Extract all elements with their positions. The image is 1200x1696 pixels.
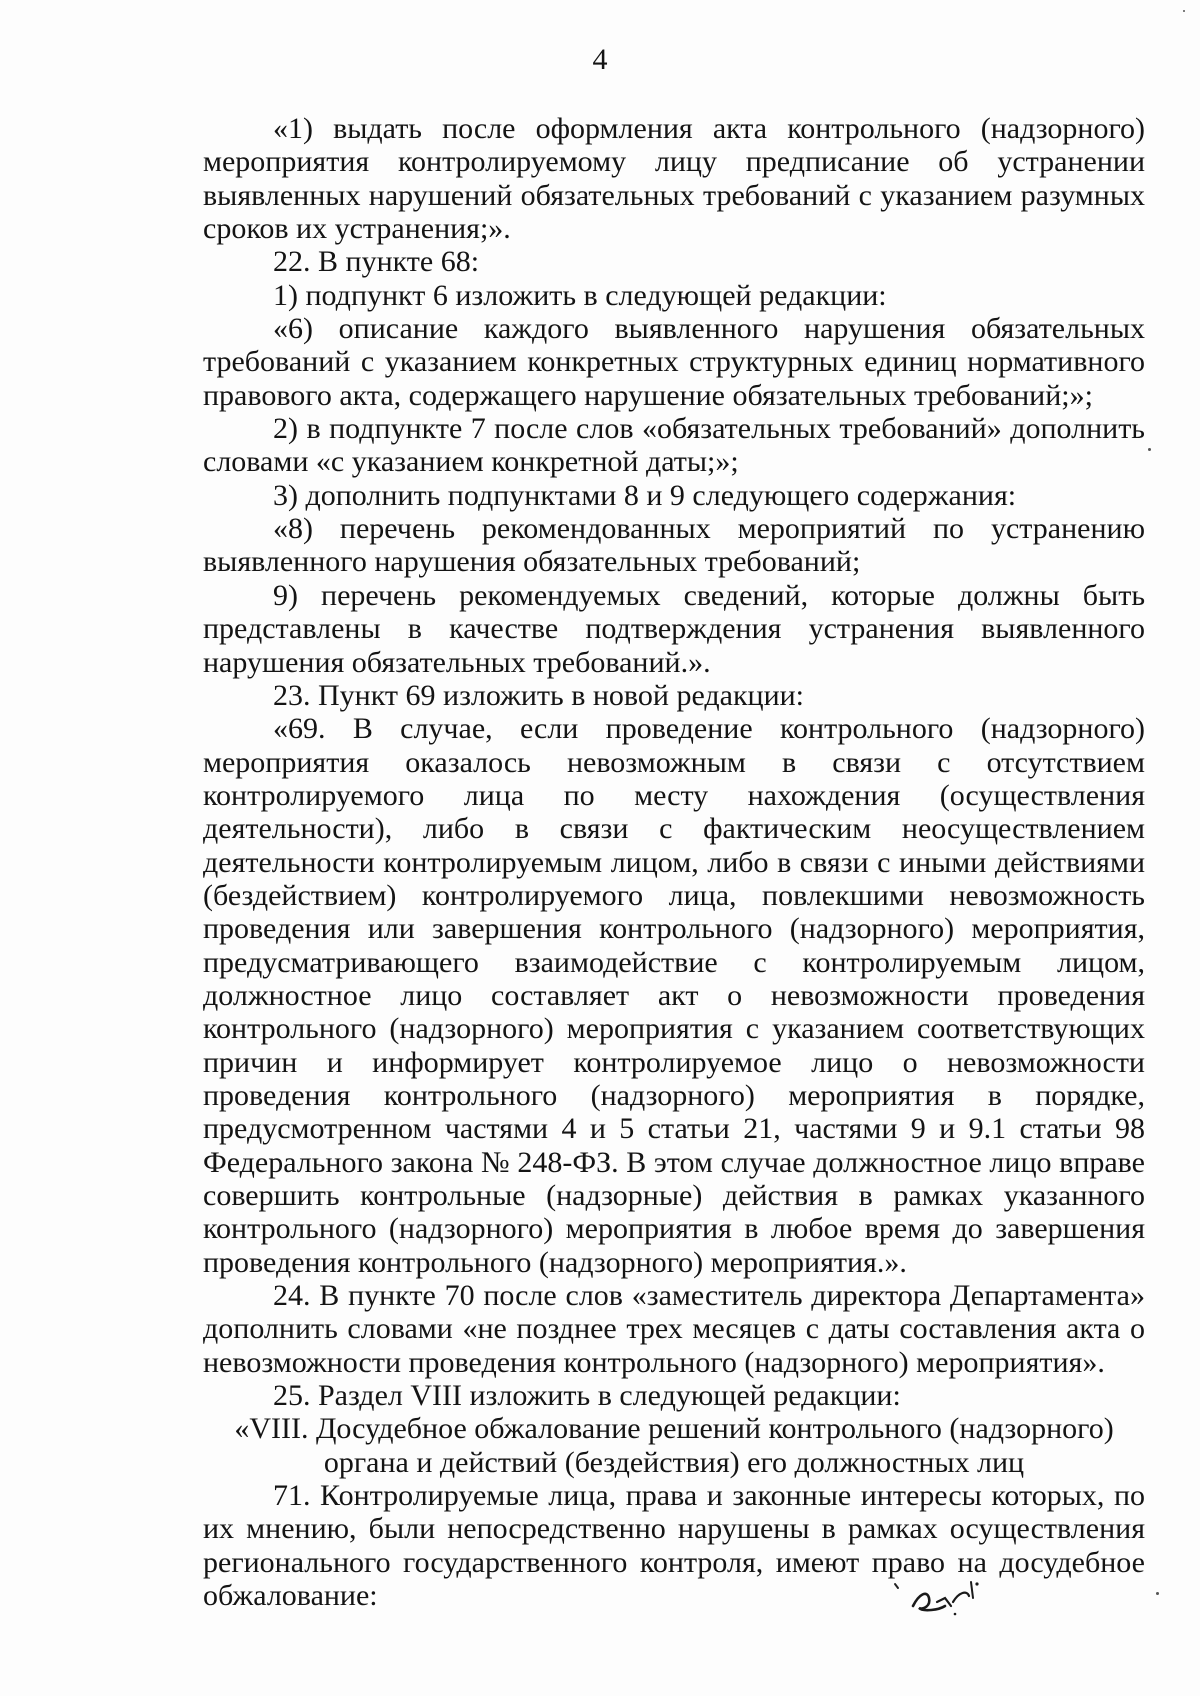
document-body: [203, 112, 1145, 1612]
paragraph-point-23: 23. Пункт 69 изложить в новой редакции:: [273, 678, 805, 712]
paragraph-subpoint-6-text: «6) описание каждого выявленного нарушения обязательных требований с указанием конкретных структурных единиц нормативного правового акта, содержащего нарушение обязательных требований;»;: [203, 312, 1145, 412]
paragraph-subpoint-3: 3) дополнить подпунктами 8 и 9 следующего содержания:: [273, 478, 1017, 512]
paragraph-subpoint-9-text: 9) перечень рекомендуемых сведений, которые должны быть представлены в качестве подтверждения устранения выявленного нарушения обязательных требований.».: [203, 578, 1145, 679]
section-heading-line-1: «VIII. Досудебное обжалование решений контрольного (надзорного): [234, 1412, 1114, 1446]
section-heading-line-2: органа и действий (бездействия) его должностных лиц: [323, 1445, 1025, 1479]
scan-speck: [1148, 448, 1151, 451]
scan-speck: [1183, 10, 1185, 12]
paragraph-subpoint-8-text: «8) перечень рекомендованных мероприятий по устранению выявленного нарушения обязательных требований;: [203, 512, 1145, 579]
paragraph-item-1-issue-order: «1) выдать после оформления акта контрольного (надзорного) мероприятия контролируемому лицу предписание об устранении выявленных нарушений обязательных требований с указанием разумных сроков их устранения;».: [203, 112, 1145, 246]
paragraph-subpoint-2: 2) в подпункте 7 после слов «обязательных требований» дополнить словами «с указанием конкретной даты;»;: [203, 412, 1145, 479]
paragraph-point-22: 22. В пункте 68:: [273, 245, 480, 279]
handwritten-initials-mark: [893, 1576, 993, 1620]
paragraph-point-71: 71. Контролируемые лица, права и законные интересы которых, по их мнению, были непосредственно нарушены в рамках осуществления регионального государственного контроля, имеют право на досудебное обжалование:: [203, 1479, 1145, 1613]
paragraph-point-69-text: «69. В случае, если проведение контрольного (надзорного) мероприятия оказалось невозможным в связи с отсутствием контролируемого лица по месту нахождения (осуществления деятельности), либо в связи с фактическим неосуществлением деятельности контролируемым лицом, либо в связи с иными действиями (бездействием) контролируемого лица, повлекшими невозможность проведения или завершения контрольного (надзорного) мероприятия, предусматривающего взаимодействие с контролируемым лицом, должностное лицо составляет акт о невозможности проведения контрольного (надзорного) мероприятия с указанием соответствующих причин и информирует контролируемое лицо о невозможности проведения контрольного (надзорного) мероприятия в порядке, предусмотренном частями 4 и 5 статьи 21, частями 9 и 9.1 статьи 98 Федерального закона № 248-ФЗ. В этом случае должностное лицо вправе совершить контрольные (надзорные) действия в рамках указанного контрольного (надзорного) мероприятия в любое время до завершения проведения контрольного (надзорного) мероприятия.».: [203, 712, 1145, 1279]
paragraph-point-24: 24. В пункте 70 после слов «заместитель директора Департамента» дополнить словами «не позднее трех месяцев с даты составления акта о невозможности проведения контрольного (надзорного) мероприятия».: [203, 1279, 1145, 1379]
paragraph-subpoint-1: 1) подпункт 6 изложить в следующей редакции:: [273, 278, 887, 312]
page-number: 4: [592, 43, 608, 76]
scan-speck: [1156, 1592, 1159, 1595]
paragraph-point-25: 25. Раздел VIII изложить в следующей редакции:: [273, 1379, 901, 1413]
